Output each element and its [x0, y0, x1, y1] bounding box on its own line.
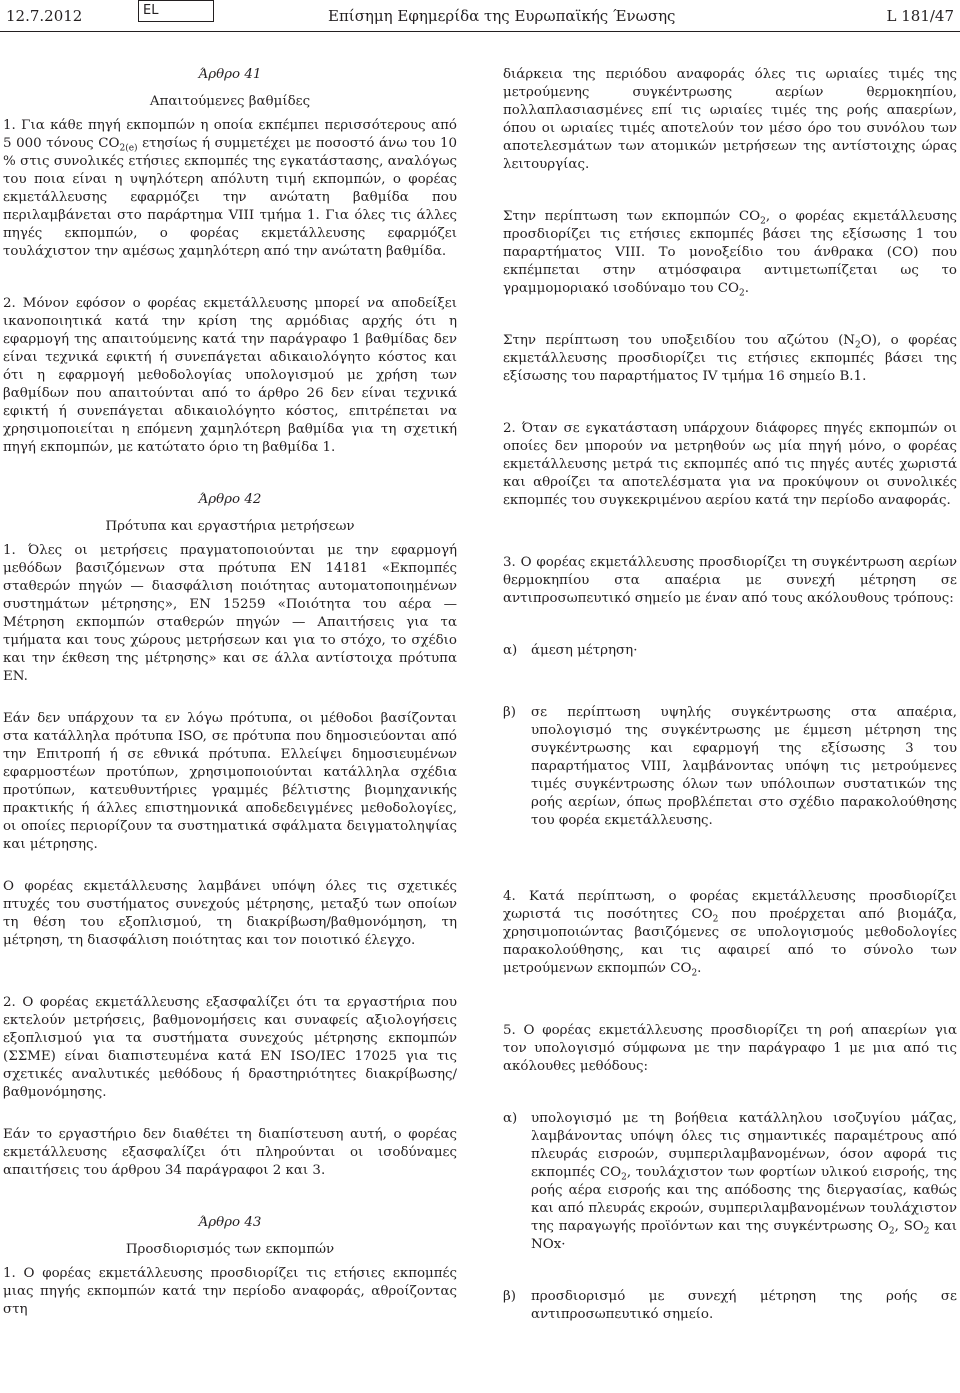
publication-date: 12.7.2012	[6, 7, 83, 25]
header-rule	[0, 31, 960, 32]
page-number: L 181/47	[886, 7, 954, 25]
article-43-paragraph-4: 4. Κατά περίπτωση, ο φορέας εκμετάλλευσης προσδιορίζει χωριστά τις ποσότητες $CO_2$ που προέρχεται από βιομάζα, χρησιμοποιώντας βασιζόμενες σε υπολογισμούς μεθοδολογίες παρακολούθησης, και τις αφαιρεί από το σύνολο των μετρούμενων εκπομπών $CO_2$.	[503, 889, 957, 979]
right-column	[503, 66, 957, 1324]
article-43-co2-paragraph: Στην περίπτωση των εκπομπών $CO_2$, ο φορέας εκμετάλλευσης προσδιορίζει τις ετήσιες εκπομπές βάσει της εξίσωσης 1 του παραρτήματος VIII. Το μονοξείδιο του άνθρακα (CO) που εκπέμπεται στην ατμόσφαιρα αντιμετωπίζεται ως το γραμμομοριακό ισοδύναμο του $CO_2$.	[503, 209, 957, 299]
article-42-heading: Άρθρο 42	[198, 492, 262, 507]
language-code-box: EL	[138, 0, 214, 22]
article-42-paragraph-1: 1. Όλες οι μετρήσεις πραγματοποιούνται με την εφαρμογή μεθόδων βασιζόμενων στα πρότυπα EN 14181 «Εκπομπές σταθερών πηγών — διασφάλιση ποιότητας αυτοματοποιημένων συστημάτων μέτρησης», EN 15259 «Ποιότητα του αέρα — Μέτρηση εκπομπών σταθερών πηγών — Απαιτήσεις για τα τμήματα και τους χώρους μετρήσεων και για το στόχο, το σχέδιο και την έκθεση της μέτρησης» και σε άλλα αντίστοιχα πρότυπα EN.	[3, 543, 457, 684]
article-42-paragraph-1-b: Εάν δεν υπάρχουν τα εν λόγω πρότυπα, οι μέθοδοι βασίζονται στα κατάλληλα πρότυπα ISO, σε πρότυπα που δημοσιεύονται από την Επιτροπή ή σε εθνικά πρότυπα. Ελλείψει δημοσιευμένων εφαρμοστέων προτύπων, χρησιμοποιούνται κατάλληλα σχέδια προτύπων, κατευθυντήριες γραμμές βέλτιστης βιομηχανικής πρακτικής ή άλλες επιστημονικά αποδεδειγμένες μεθοδολογίες, οι οποίες περιορίζουν τα συστηματικά σφάλματα δειγματοληψίας και μέτρησης.	[3, 711, 457, 852]
article-42-paragraph-1-c: Ο φορέας εκμετάλλευσης λαμβάνει υπόψη όλες τις σχετικές πτυχές του συστήματος συνεχούς μέτρησης, μεταξύ των οποίων τη θέση του εξοπλισμού, τη διακρίβωση/βαθμονόμηση, τη μέτρηση, τη διασφάλιση ποιότητας και τον ποιοτικό έλεγχο.	[3, 879, 457, 948]
left-column	[3, 66, 457, 1319]
article-43-paragraph-3: 3. Ο φορέας εκμετάλλευσης προσδιορίζει τη συγκέντρωση αερίων θερμοκηπίου στα απαέρια με συνεχή μέτρηση σε αντιπροσωπευτικό σημείο με έναν από τους ακόλουθους τρόπους:	[503, 555, 957, 606]
article-43-paragraph-1: 1. Ο φορέας εκμετάλλευσης προσδιορίζει τις ετήσιες εκπομπές μιας πηγής εκπομπών κατά την περίοδο αναφοράς, αθροίζοντας στη	[3, 1266, 457, 1317]
article-41-heading: Άρθρο 41	[198, 67, 262, 82]
page-header	[0, 0, 960, 34]
article-43-heading: Άρθρο 43	[198, 1215, 262, 1230]
journal-title: Επίσημη Εφημερίδα της Ευρωπαϊκής Ένωσης	[328, 7, 676, 25]
article-43-paragraph-2: 2. Όταν σε εγκατάσταση υπάρχουν διάφορες πηγές εκπομπών οι οποίες δεν μπορούν να μετρηθούν ως μία πηγή μόνο, ο φορέας εκμετάλλευσης μετρά τις εκπομπές από τις πηγές αυτές χωριστά και αθροίζει τα αποτελέσματα για να προκύψουν οι συνολικές εκπομπές του συγκεκριμένου αερίου κατά την περίοδο αναφοράς.	[503, 421, 957, 508]
article-42-title: Πρότυπα και εργαστήρια μετρήσεων	[105, 519, 355, 534]
article-43-item-5a: α) υπολογισμό με τη βοήθεια κατάλληλου ισοζυγίου μάζας, λαμβάνοντας υπόψη όλες τις σημαντικές παραμέτρους από πλευράς εισροών, συμπεριλαμβανομένων, όσον αφορά τις εκπομπές $CO_2$, τουλάχιστον των φορτίων υλικού εισροής, της ροής αέρα εισροής και της απόδοσης της διεργασίας, καθώς και από πλευράς εκροών, συμπεριλαμβανομένων τουλάχιστον της παραγωγής προϊόντων και της συγκέντρωσης $O_2$, $SO_2$ και NOx·	[503, 1111, 958, 1252]
article-43-item-3b: β) σε περίπτωση υψηλής συγκέντρωσης στα απαέρια, υπολογισμό της συγκέντρωσης με έμμεση μέτρηση της συγκέντρωσης και εφαρμογή της εξίσωσης 3 του παραρτήματος VIII, λαμβάνοντας υπόψη τις μετρούμενες τιμές συγκέντρωσης όλων των υπόλοιπων συστατικών της ροής αερίων, όπως προβλέπεται στο σχέδιο παρακολούθησης του φορέα εκμετάλλευσης.	[503, 705, 957, 828]
article-43-paragraph-5: 5. Ο φορέας εκμετάλλευσης προσδιορίζει τη ροή απαερίων για τον υπολογισμό σύμφωνα με την παράγραφο 1 με μια από τις ακόλουθες μεθόδους:	[503, 1023, 957, 1074]
article-43-n2o-paragraph: Στην περίπτωση του υποξειδίου του αζώτου $(N_2O)$, ο φορέας εκμετάλλευσης προσδιορίζει τις ετήσιες εκπομπές βάσει της εξίσωσης του παραρτήματος IV τμήμα 16 σημείο Β.1.	[503, 333, 957, 384]
article-43-paragraph-1-continued: διάρκεια της περιόδου αναφοράς όλες τις ωριαίες τιμές της μετρούμενης συγκέντρωσης αερίων θερμοκηπίου, πολλαπλασιασμένες επί τις ωριαίες τιμές της ροής απαερίων, όπου οι ωριαίες τιμές αποτελούν τον μέσο όρο του συνόλου των αποτελεσμάτων των ατομικών μετρήσεων της αντίστοιχης ώρας λειτουργίας.	[503, 67, 957, 172]
article-43-item-5b: β) προσδιορισμό με συνεχή μέτρηση της ροής σε αντιπροσωπευτικό σημείο.	[503, 1289, 957, 1322]
article-42-paragraph-2: 2. Ο φορέας εκμετάλλευσης εξασφαλίζει ότι τα εργαστήρια που εκτελούν μετρήσεις, βαθμονομήσεις και συναφείς αξιολογήσεις εξοπλισμού για τα συστήματα συνεχούς μέτρησης εκπομπών (ΣΣΜΕ) είναι διαπιστευμένα κατά EN ISO/IEC 17025 για τις σχετικές αναλυτικές μεθόδους ή δραστηριότητες διακρίβωσης/βαθμονόμησης.	[3, 995, 457, 1100]
article-41-paragraph-2: 2. Μόνον εφόσον ο φορέας εκμετάλλευσης μπορεί να αποδείξει ικανοποιητικά κατά την κρίση της αρμόδιας αρχής ότι η εφαρμογή της απαιτούμενης κατά την παράγραφο 1 βαθμίδας δεν είναι τεχνικά εφικτή ή συνεπάγεται αδικαιολόγητο κόστος και ότι η εφαρμογή μεθοδολογίας υπολογισμού με χρήση των βαθμίδων που απαιτούνται από το άρθρο 26 δεν είναι τεχνικά εφικτή ή συνεπάγεται αδικαιολόγητο κόστος, επιτρέπεται να χρησιμοποιείται η επόμενη χαμηλότερη βαθμίδα για τη σχετική πηγή εκπομπών, με κατώτατο όριο τη βαθμίδα 1.	[3, 296, 457, 455]
article-42-paragraph-2-b: Εάν το εργαστήριο δεν διαθέτει τη διαπίστευση αυτή, ο φορέας εκμετάλλευσης εξασφαλίζει ότι πληρούνται οι ισοδύναμες απαιτήσεις του άρθρου 34 παράγραφοι 2 και 3.	[3, 1127, 457, 1178]
article-43-title: Προσδιορισμός των εκπομπών	[125, 1242, 335, 1257]
article-41-title: Απαιτούμενες βαθμίδες	[149, 94, 311, 109]
article-41-paragraph-1: 1. Για κάθε πηγή εκπομπών η οποία εκπέμπει περισσότερους από 5 000 τόνους $CO_{2(e)}$ ετησίως ή συμμετέχει με ποσοστό άνω του 10 % στις συνολικές ετήσιες εκπομπές της εγκατάστασης, αναλόγως του ποια είναι η υψηλότερη απόλυτη τιμή εκπομπών, ο φορέας εκμετάλλευσης εφαρμόζει την ανώτατη βαθμίδα που περιλαμβάνεται στο παράρτημα VIII τμήμα 1. Για όλες τις άλλες πηγές εκπομπών, ο φορέας εκμετάλλευσης εφαρμόζει τουλάχιστον την αμέσως χαμηλότερη από την ανώτατη βαθμίδα.	[3, 118, 457, 259]
article-43-item-3a: α) άμεση μέτρηση·	[503, 643, 638, 658]
subscript: 2(e)	[119, 143, 138, 154]
